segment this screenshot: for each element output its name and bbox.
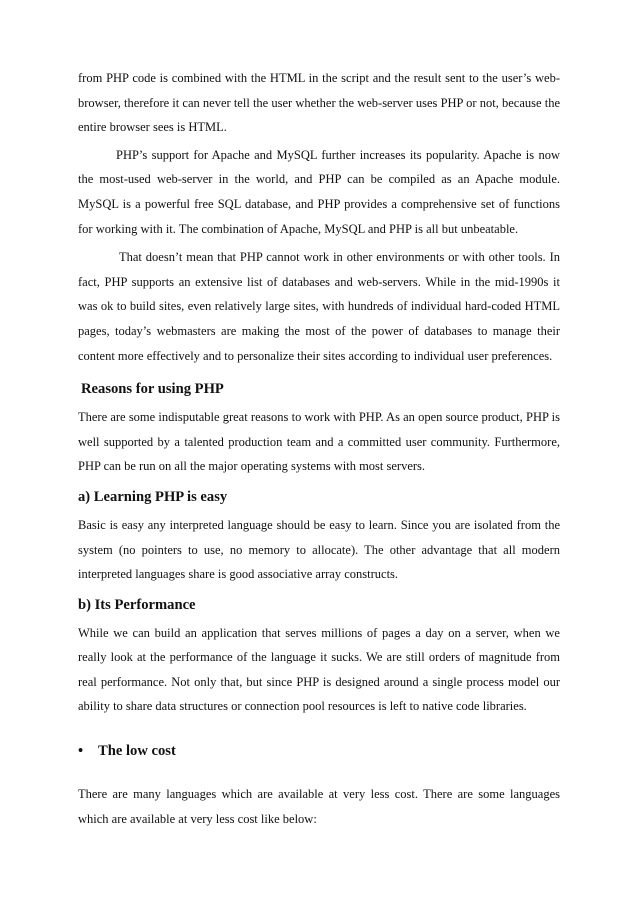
paragraph-other-environments: That doesn’t mean that PHP cannot work in other environments or with other tools. In fact, PHP supports an extensive list of databases and web-servers. While in the mid-1990s it was ok to build sites, even relatively large sites, with hundreds of individual hard-coded HTML pages, today’s webmasters are making the most of the power of databases to manage their content more effectively and to personalize their sites according to individual user preferences. (78, 250, 560, 363)
heading-its-performance: b) Its Performance (78, 596, 196, 613)
bullet-low-cost (78, 741, 560, 761)
heading-reasons-for-using-php: Reasons for using PHP (81, 381, 224, 398)
heading-low-cost: The low cost (98, 743, 176, 760)
paragraph-reasons-intro: There are some indisputable great reasons to work with PHP. As an open source product, PHP is well supported by a talented production team and a committed user community. Furthermore, PHP can be run on all the major operating systems with most servers. (78, 410, 560, 474)
paragraph-learning: Basic is easy any interpreted language should be easy to learn. Since you are isolated from the system (no pointers to use, no memory to allocate). The other advantage that all modern interpreted languages share is good associative array constructs. (78, 517, 560, 582)
bullet-icon: • (78, 742, 84, 759)
heading-learning-php-easy: a) Learning PHP is easy (78, 488, 228, 505)
paragraph-apache-mysql: PHP’s support for Apache and MySQL further increases its popularity. Apache is now the most-used web-server in the world, and PHP can be compiled as an Apache module. MySQL is a powerful free SQL database, and PHP provides a comprehensive set of functions for working with it. The combination of Apache, MySQL and PHP is all but unbeatable. (78, 147, 560, 236)
document-page (78, 66, 560, 831)
paragraph-low-cost: There are many languages which are available at very less cost. There are some languages which are available at very less cost like below: (78, 787, 560, 826)
paragraph-php-html: from PHP code is combined with the HTML in the script and the result sent to the user’s web-browser, therefore it can never tell the user whether the web-server uses PHP or not, because the entire browser sees is HTML. (78, 71, 560, 135)
paragraph-performance: While we can build an application that serves millions of pages a day on a server, when we really look at the performance of the language it sucks. We are still orders of magnitude from real performance. Not only that, but since PHP is designed around a single process model our ability to share data structures or connection pool resources is left to native code libraries. (78, 625, 560, 714)
